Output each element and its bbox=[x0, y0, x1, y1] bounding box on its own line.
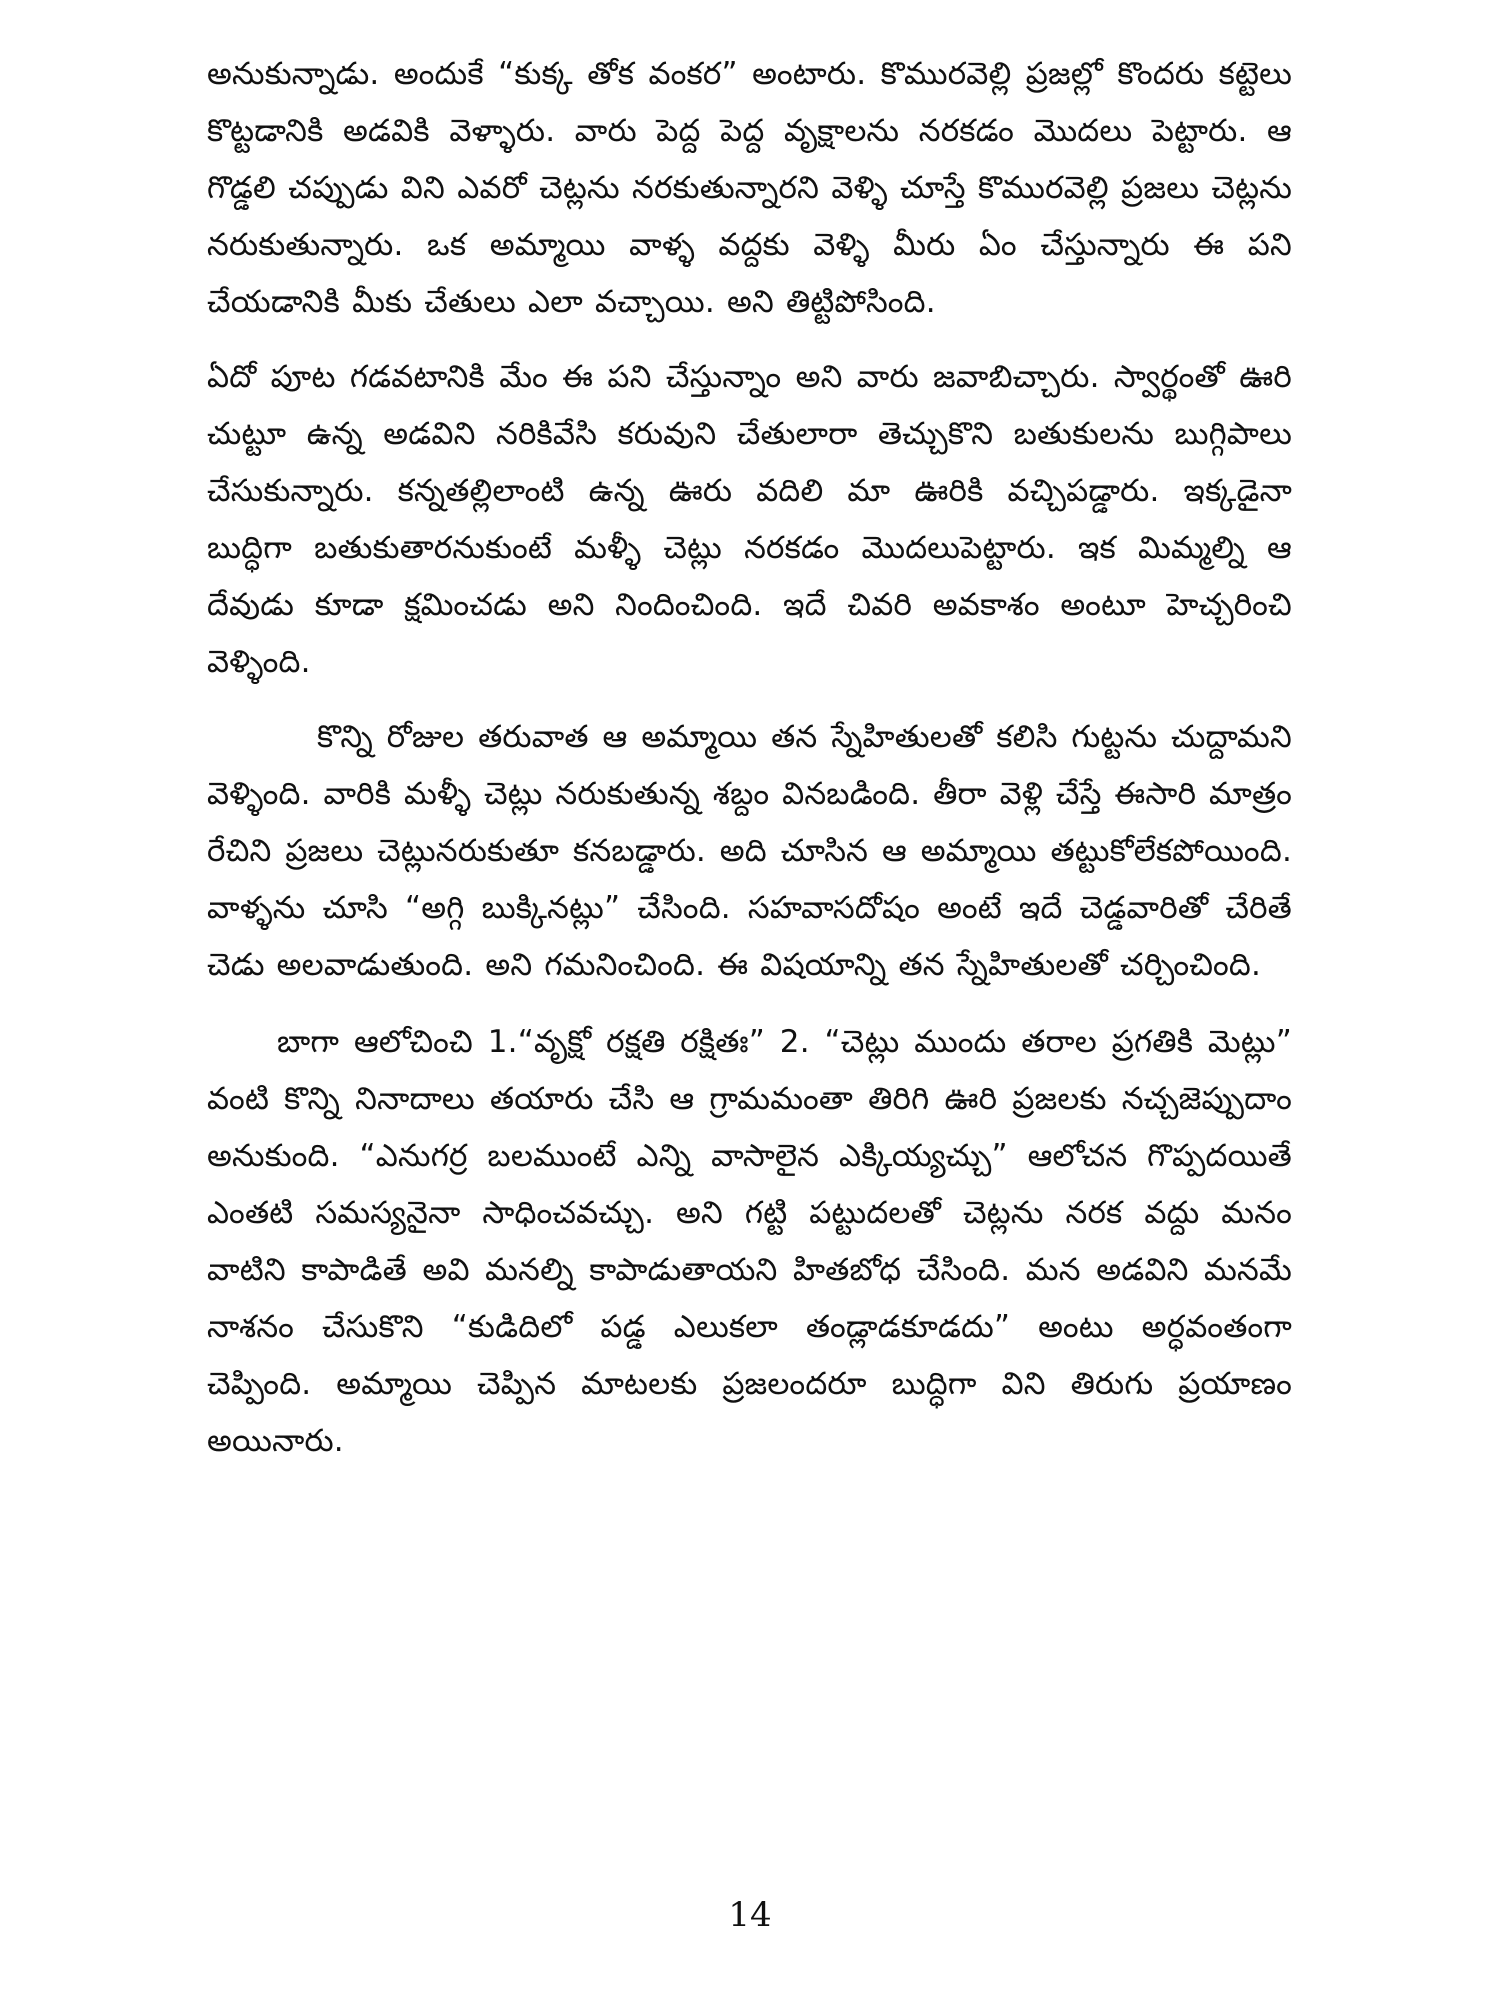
page-number: 14 bbox=[728, 1895, 772, 1935]
paragraph-2: ఏదో పూట గడవటానికి మేం ఈ పని చేస్తున్నాం అని వారు జవాబిచ్చారు. స్వార్థంతో ఊరి చుట్టూ ఉన్న అడవిని నరికివేసి కరువుని చేతులారా తెచ్చుకొని బతుకులను బుగ్గిపాలు చేసుకున్నారు. కన్నతల్లిలాంటి ఉన్న ఊరు వదిలి మా ఊరికి వచ్చిపడ్డారు. ఇక్కడైనా బుద్ధిగా బతుకుతారనుకుంటే మళ్ళీ చెట్లు నరకడం మొదలుపెట్టారు. ఇక మిమ్మల్ని ఆ దేవుడు కూడా క్షమించడు అని నిందించింది. ఇదే చివరి అవకాశం అంటూ హెచ్చరించి వెళ్ళింది. bbox=[207, 359, 1292, 680]
paragraph-1: అనుకున్నాడు. అందుకే “కుక్క తోక వంకర” అంటారు. కొమురవెల్లి ప్రజల్లో కొందరు కట్టెలు కొట్టడానికి అడవికి వెళ్ళారు. వారు పెద్ద పెద్ద వృక్షాలను నరకడం మొదలు పెట్టారు. ఆ గొడ్డలి చప్పుడు విని ఎవరో చెట్లను నరకుతున్నారని వెళ్ళి చూస్తే కొమురవెల్లి ప్రజలు చెట్లను నరుకుతున్నారు. ఒక అమ్మాయి వాళ్ళ వద్దకు వెళ్ళి మీరు ఏం చేస్తున్నారు ఈ పని చేయడానికి మీకు చేతులు ఎలా వచ్చాయి. అని తిట్టిపోసింది. bbox=[207, 56, 1292, 320]
body-text bbox=[207, 46, 1292, 1470]
paragraph-3: కొన్ని రోజుల తరువాత ఆ అమ్మాయి తన స్నేహితులతో కలిసి గుట్టను చుద్దామని వెళ్ళింది. వారికి మళ్ళీ చెట్లు నరుకుతున్న శబ్దం వినబడింది. తీరా వెళ్లి చేస్తే ఈసారి మాత్రం రేచిని ప్రజలు చెట్లునరుకుతూ కనబడ్డారు. అది చూసిన ఆ అమ్మాయి తట్టుకోలేకపోయింది. వాళ్ళను చూసి “అగ్గి బుక్కినట్లు” చేసింది. సహవాసదోషం అంటే ఇదే చెడ్డవారితో చేరితే చెడు అలవాడుతుంది. అని గమనించింది. ఈ విషయాన్ని తన స్నేహితులతో చర్చించింది. bbox=[207, 719, 1292, 983]
paragraph-4: బాగా ఆలోచించి 1.“వృక్షో రక్షతి రక్షితః” 2. “చెట్లు ముందు తరాల ప్రగతికి మెట్లు” వంటి కొన్ని నినాదాలు తయారు చేసి ఆ గ్రామమంతా తిరిగి ఊరి ప్రజలకు నచ్చజెప్పుదాం అనుకుంది. “ఎనుగర్ర బలముంటే ఎన్ని వాసాలైన ఎక్కియ్యచ్చు” ఆలోచన గొప్పదయితే ఎంతటి సమస్యనైనా సాధించవచ్చు. అని గట్టి పట్టుదలతో చెట్లను నరక వద్దు మనం వాటిని కాపాడితే అవి మనల్ని కాపాడుతాయని హితబోధ చేసింది. మన అడవిని మనమే నాశనం చేసుకొని “కుడిదిలో పడ్డ ఎలుకలా తండ్లాడకూడదు” అంటు అర్ధవంతంగా చెప్పింది. అమ్మాయి చెప్పిన మాటలకు ప్రజలందరూ బుద్ధిగా విని తిరుగు ప్రయాణం అయినారు. bbox=[207, 1024, 1292, 1459]
